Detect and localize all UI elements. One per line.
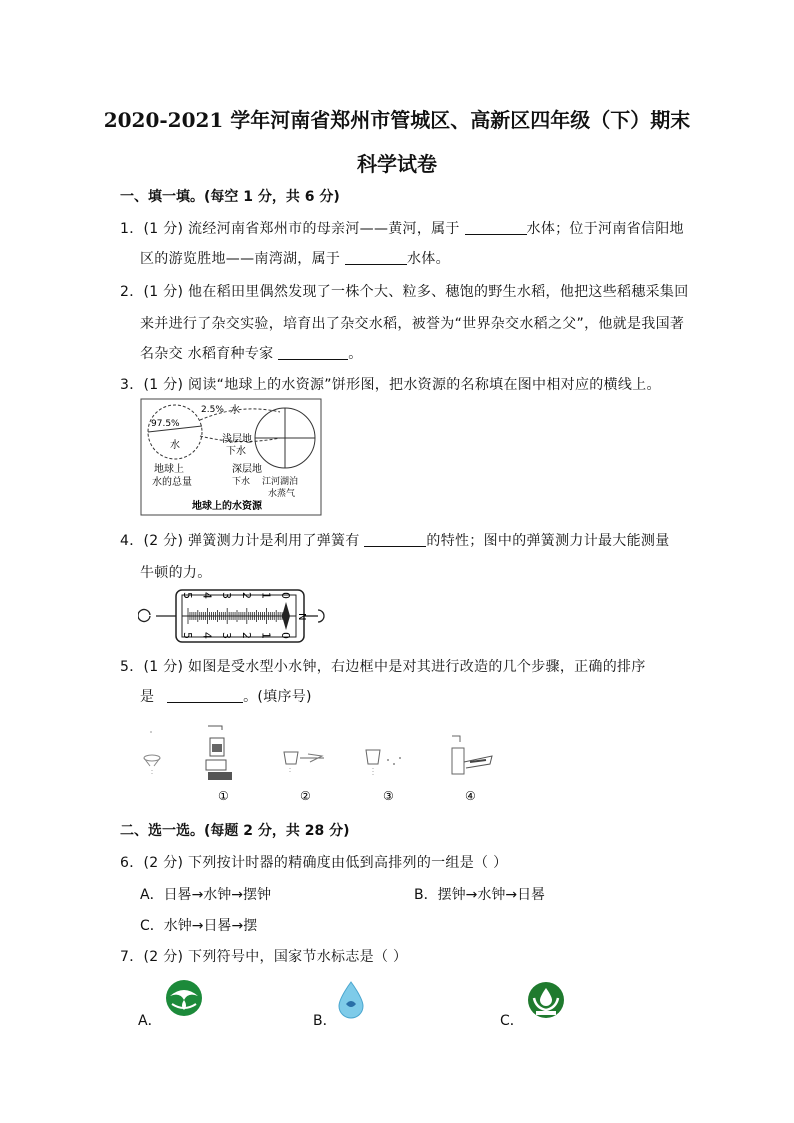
q2-text-a: 名杂交 水稻育种专家: [140, 346, 274, 362]
pct-2-5: 2.5%: [201, 405, 224, 415]
label-shallow-2: 下水: [226, 446, 246, 457]
step1-image: [206, 726, 232, 803]
q6-option-a[interactable]: A．日晷→水钟→摆钟: [140, 887, 272, 903]
q2-line2: 来并进行了杂交实验，培育出了杂交水稻，被誉为“世界杂交水稻之父”，他就是我国著: [140, 316, 685, 332]
q2-line3: [140, 343, 363, 363]
water-resources-diagram: [140, 398, 322, 516]
step4-image: [452, 736, 492, 803]
scale-number: 3: [220, 632, 234, 639]
label-deep-2: 下水: [232, 477, 251, 487]
left-loop: [138, 610, 150, 622]
scale-number: 1: [259, 592, 273, 599]
q4-line1: [120, 530, 670, 550]
water-clock-figure: [130, 720, 510, 806]
scale-number: 4: [200, 592, 214, 599]
q4-text-b: 的特性；图中的弹簧测力计最大能测量: [426, 533, 670, 549]
q1-blank2: [345, 250, 407, 265]
q1-text-c: 区的游览胜地——南湾湖，属于: [140, 251, 341, 267]
scale-number: 0: [279, 632, 292, 639]
step1-number: ①: [218, 789, 229, 803]
q1-text-b: 水体；位于河南省信阳地: [526, 221, 684, 237]
q2-text-b: 。: [348, 346, 363, 362]
scale-number: 5: [181, 592, 194, 599]
label-water-left: 水: [170, 440, 180, 451]
label-water-top: 水: [230, 405, 240, 416]
q3-line1: 3．(1 分) 阅读“地球上的水资源”饼形图，把水资源的名称填在图中相对应的横线上。: [120, 377, 661, 393]
label-vapor: 水蒸气: [268, 489, 296, 499]
q6-option-c[interactable]: C．水钟→日晷→摆: [140, 918, 258, 934]
water-saving-logo-c: [526, 980, 566, 1020]
label-river: 江河湖泊: [262, 477, 299, 487]
step2-image: [284, 752, 324, 803]
q5-text-b: 。(填序号): [243, 689, 312, 705]
water-saving-logo-a: [164, 978, 204, 1018]
q1-line2: [140, 248, 450, 268]
q5-text-a: 是: [140, 689, 155, 705]
q4-blank: [364, 532, 426, 547]
label-earth-2: 水的总量: [152, 477, 192, 488]
pct-97: 97.5%: [151, 419, 180, 429]
q4-text-a: 4．(2 分) 弹簧测力计是利用了弹簧有: [120, 533, 360, 549]
q6-stem: 6．(2 分) 下列按计时器的精确度由低到高排列的一组是（ ）: [120, 855, 508, 871]
q7-option-c[interactable]: C．: [500, 1013, 524, 1029]
section1-heading: 一、填一填。(每空 1 分，共 6 分): [120, 189, 340, 205]
scale-number: 3: [220, 592, 234, 599]
section2-heading: 二、选一选。(每题 2 分，共 28 分): [120, 823, 350, 839]
scale-number: 1: [259, 632, 273, 639]
q7-stem: 7．(2 分) 下列符号中，国家节水标志是（ ）: [120, 949, 408, 965]
label-shallow-1: 浅层地: [222, 434, 252, 445]
label-earth-1: 地球上: [154, 464, 184, 475]
diagram-caption: 地球上的水资源: [192, 501, 262, 512]
scale-number: 4: [200, 632, 214, 639]
q1-line1: [120, 218, 684, 238]
q4-line2: 牛顿的力。: [140, 565, 212, 581]
unit-label: N: [296, 613, 307, 621]
water-drop-logo-b: [336, 980, 366, 1020]
step3-image: [366, 750, 401, 803]
label-deep-1: 深层地: [232, 464, 262, 475]
step2-number: ②: [300, 789, 311, 803]
scale-number: 5: [181, 632, 194, 639]
q1-blank1: [465, 220, 527, 235]
q1-text-d: 水体。: [406, 251, 450, 267]
q7-option-a[interactable]: A．: [138, 1013, 162, 1029]
paper-title-line1: 2020-2021 学年河南省郑州市管城区、高新区四年级（下）期末: [103, 108, 691, 132]
paper-title-line2: 科学试卷: [357, 152, 437, 176]
q2-line1: 2．(1 分) 他在稻田里偶然发现了一株个大、粒多、穗饱的野生水稻，他把这些稻穗采集回: [120, 284, 689, 300]
q2-blank: [278, 345, 348, 360]
q7-option-b[interactable]: B．: [313, 1013, 337, 1029]
spring-scale-figure: [138, 588, 338, 644]
scale-number: 0: [279, 592, 292, 599]
water-clock-icon: [144, 732, 160, 776]
scale-number: 2: [239, 592, 253, 599]
q6-option-b[interactable]: B．摆钟→水钟→日晷: [414, 887, 546, 903]
step4-number: ④: [465, 789, 476, 803]
step3-number: ③: [383, 789, 394, 803]
q1-text-a: 1．(1 分) 流经河南省郑州市的母亲河——黄河，属于: [120, 221, 460, 237]
q5-blank: [167, 688, 243, 703]
q5-line1: 5．(1 分) 如图是受水型小水钟，右边框中是对其进行改造的几个步骤，正确的排序: [120, 659, 646, 675]
right-hook: [318, 610, 324, 622]
q5-line2: [140, 686, 312, 706]
scale-number: 2: [239, 632, 253, 639]
